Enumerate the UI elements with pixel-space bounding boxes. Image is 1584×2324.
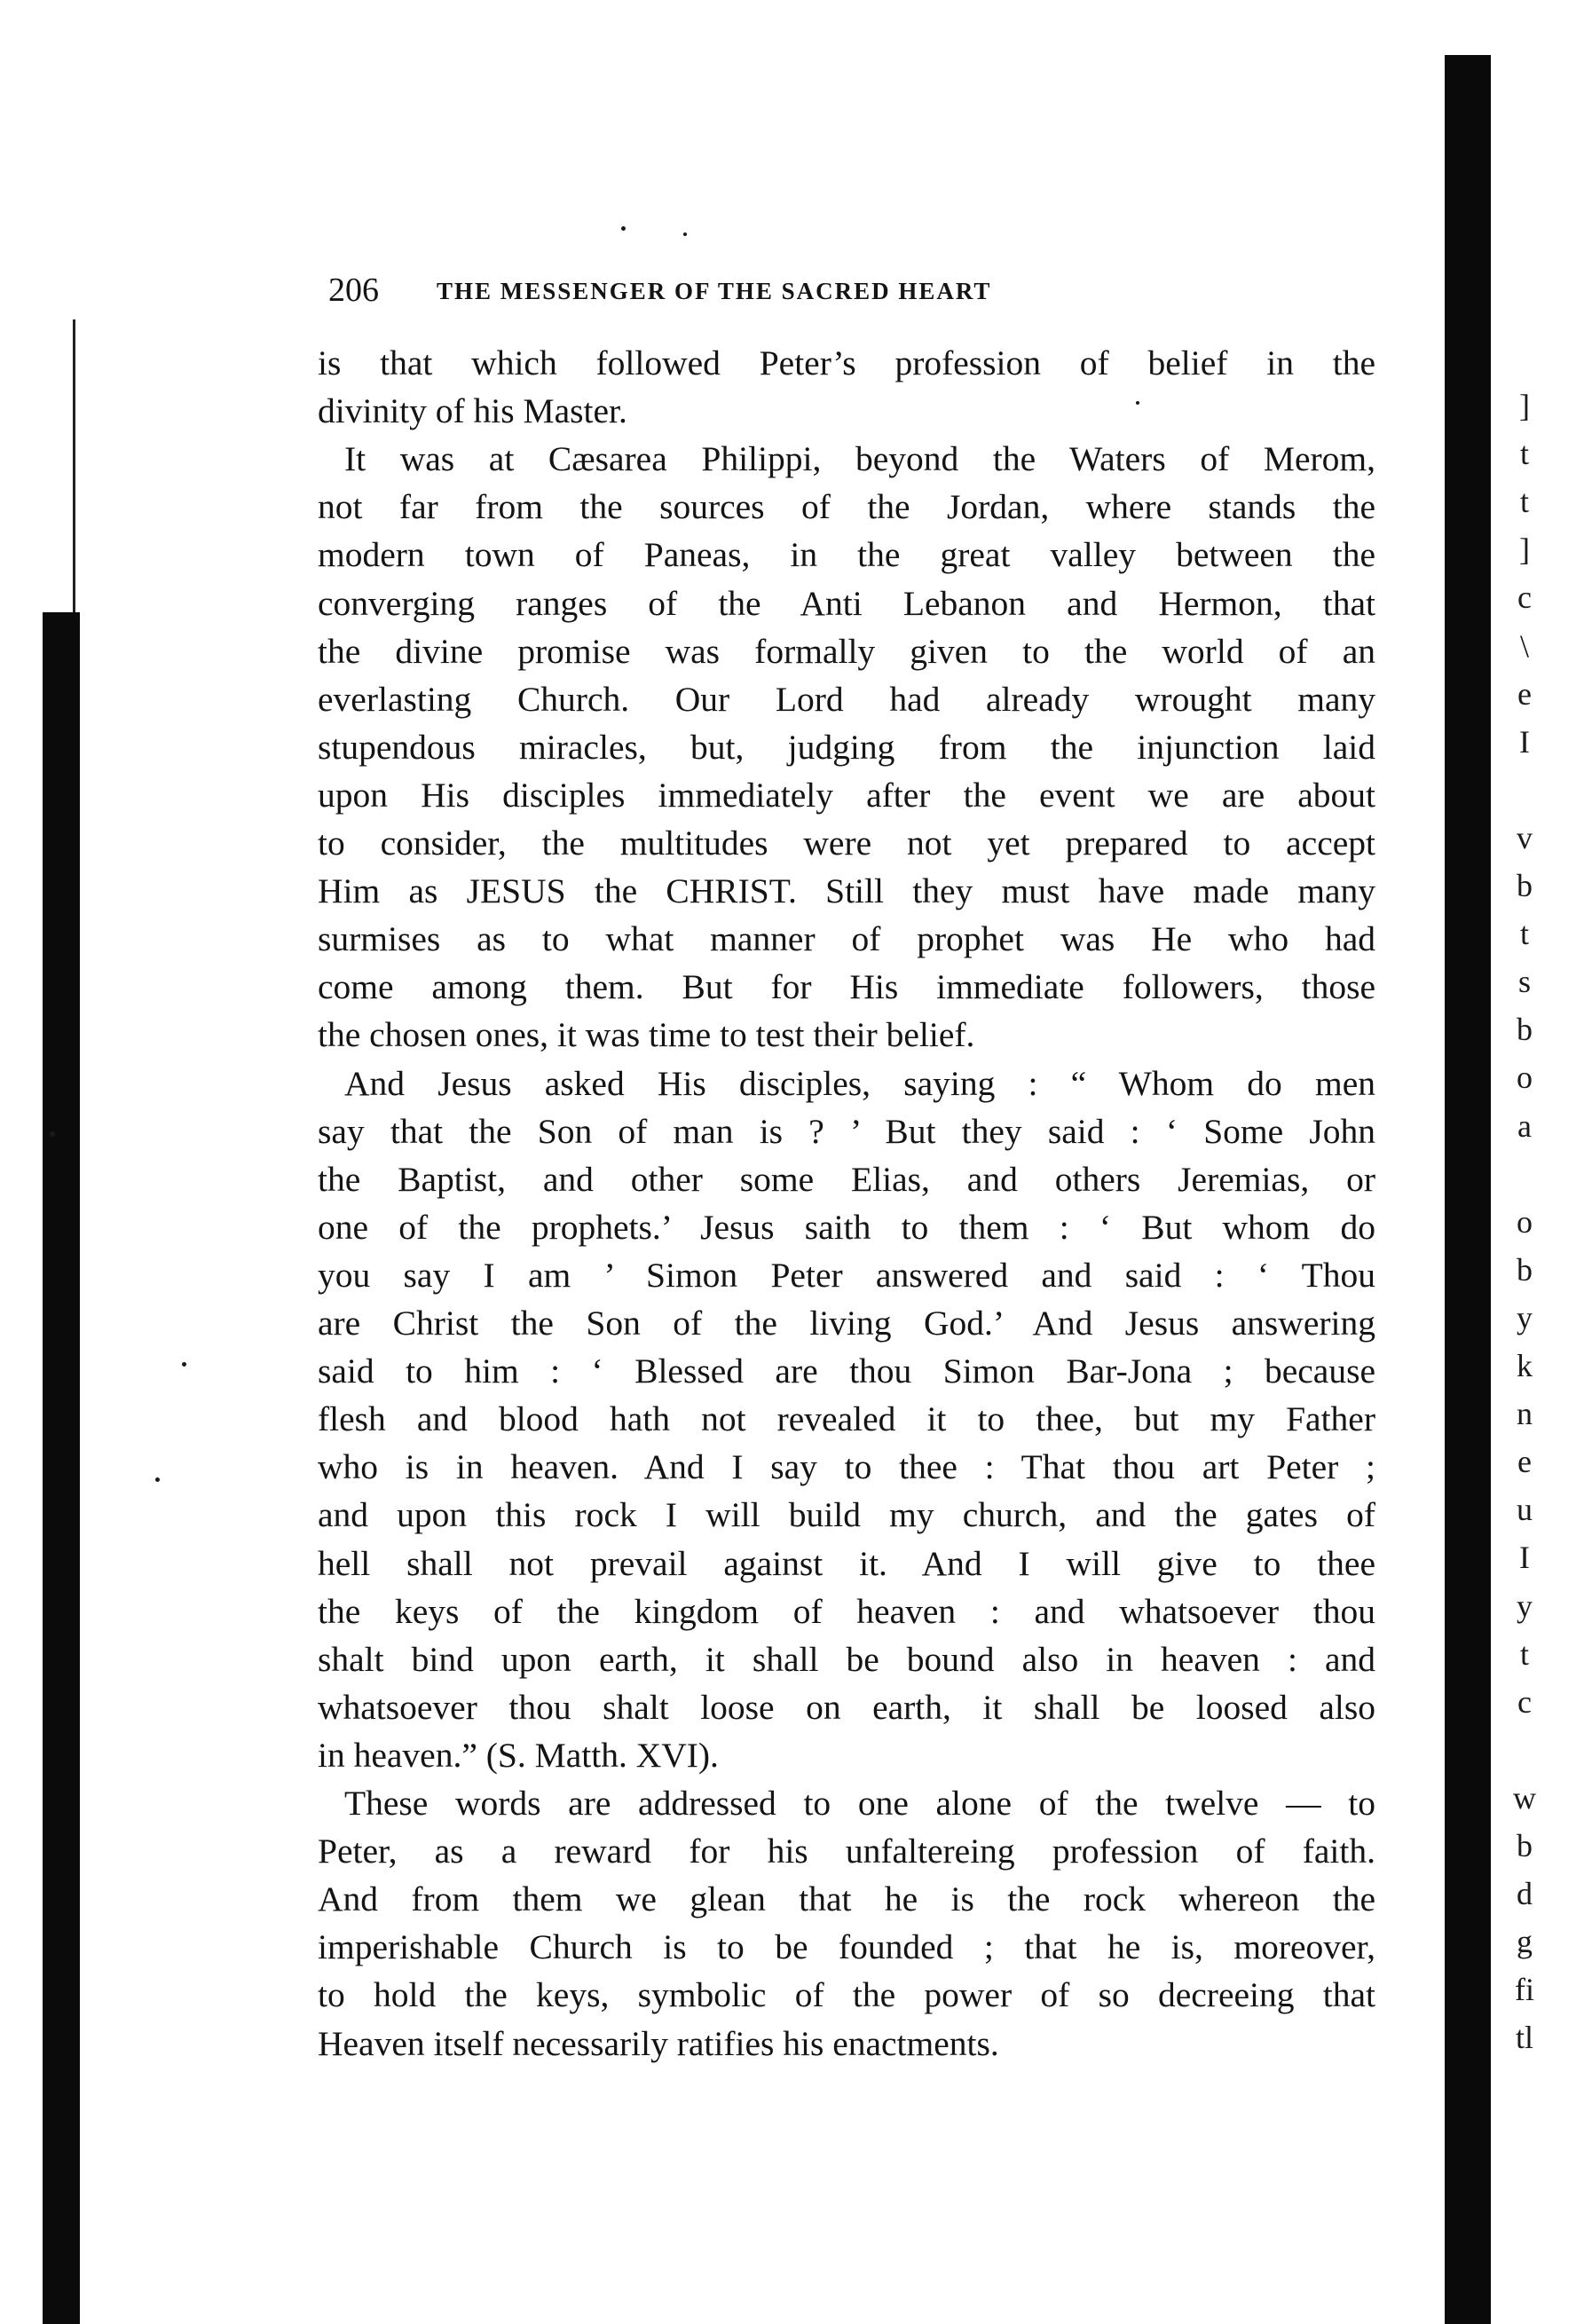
text-line: one of the prophets.’ Jesus saith to them : ‘ But whom do [318,1207,1375,1247]
text-line: It was at Cæsarea Philippi, beyond the Waters of Merom, [344,439,1375,479]
facing-page-letter: b [1517,1828,1533,1863]
facing-page-letter: u [1517,1492,1533,1528]
facing-page-letter: t [1519,484,1529,520]
facing-page-letter: b [1517,1251,1533,1288]
text-line: not far from the sources of the Jordan, where stands the [318,487,1375,527]
running-head [328,268,1207,312]
facing-page-bleed [1498,382,1551,2085]
running-title: THE MESSENGER OF THE SACRED HEART [437,278,992,304]
scan-left-shadow [43,612,80,2324]
book-binding-shadow [1445,55,1491,2324]
text-line: divinity of his Master. [318,391,627,431]
facing-page-letter: y [1517,1587,1533,1624]
facing-page-letter: ] [1519,388,1530,423]
facing-page-letter: a [1517,1107,1532,1144]
facing-page-letter: c [1517,1683,1532,1720]
facing-page-letter: e [1517,1444,1532,1480]
text-line: upon His disciples immediately after the event we are about [318,775,1375,815]
text-line: stupendous miracles, but, judging from the injunction laid [318,727,1375,767]
text-line: come among them. But for His immediate followers, those [318,967,1375,1007]
facing-page-letter: n [1517,1396,1533,1432]
text-line: are Christ the Son of the living God.’ And Jesus answering [318,1304,1375,1343]
facing-page-letter: d [1517,1876,1533,1912]
facing-page-letter [1498,766,1551,814]
text-line: modern town of Paneas, in the great valley between the [318,535,1375,575]
text-line: And from them we glean that he is the rock whereon the [318,1879,1375,1919]
facing-page-letter: e [1517,675,1532,712]
text-line: Him as JESUS the CHRIST. Still they must have made many [318,871,1375,911]
text-line: the Baptist, and other some Elias, and others Jeremias, or [318,1159,1375,1199]
text-line: the divine promise was formally given to the world of an [318,631,1375,671]
text-line: to consider, the multitudes were not yet prepared to accept [318,823,1375,863]
text-line: Peter, as a reward for his unfaltereing profession of faith. [318,1832,1375,1871]
scan-speck [621,226,626,231]
facing-page-letter: g [1517,1924,1533,1960]
facing-page-letter: tl [1515,2020,1533,2056]
page-number: 206 [328,272,379,309]
facing-page-letter: o [1517,1203,1533,1240]
scan-speck [155,1477,160,1482]
facing-page-letter: w [1513,1779,1536,1816]
facing-page-letter: I [1519,723,1530,760]
facing-page-letter: b [1517,1012,1533,1048]
text-line: the chosen ones, it was time to test their belief. [318,1015,975,1055]
text-line: And Jesus asked His disciples, saying : “ Whom do men [344,1063,1375,1103]
text-line: shalt bind upon earth, it shall be bound also in heaven : and [318,1639,1375,1679]
facing-page-letter: ] [1519,532,1530,568]
text-line: and upon this rock I will build my church, and the gates of [318,1495,1375,1535]
facing-page-letter: t [1519,436,1529,472]
text-line: surmises as to what manner of prophet was He who had [318,919,1375,959]
facing-page-letter: v [1517,819,1533,855]
text-line: imperishable Church is to be founded ; that he is, moreover, [318,1927,1375,1967]
scan-speck [50,1131,55,1137]
text-line: Heaven itself necessarily ratifies his enactments. [318,2023,999,2063]
text-line: is that which followed Peter’s profession of belief in the [318,343,1375,382]
facing-page-letter [1498,1150,1551,1198]
facing-page-letter: t [1519,916,1529,952]
text-line: said to him : ‘ Blessed are thou Simon Bar-Jona ; because [318,1351,1375,1391]
text-line: the keys of the kingdom of heaven : and whatsoever thou [318,1591,1375,1631]
facing-page-letter: s [1517,964,1531,1000]
scan-speck [182,1362,186,1367]
scan-speck [683,232,687,236]
facing-page-letter: fi [1515,1972,1534,2008]
facing-page-letter: b [1517,868,1533,903]
text-line: to hold the keys, symbolic of the power of so decreeing that [318,1975,1375,2015]
facing-page-letter: \ [1519,627,1529,664]
text-line: say that the Son of man is ? ’ But they said : ‘ Some John [318,1111,1375,1151]
scan-edge-line [73,319,75,621]
facing-page-letter: o [1517,1060,1533,1096]
facing-page-letter: I [1519,1540,1530,1576]
facing-page-letter: y [1517,1299,1533,1335]
text-line: everlasting Church. Our Lord had already wrought many [318,679,1375,719]
text-line: flesh and blood hath not revealed it to thee, but my Father [318,1399,1375,1439]
facing-page-letter: t [1519,1635,1529,1672]
text-line: whatsoever thou shalt loose on earth, it shall be loosed also [318,1687,1375,1727]
facing-page-letter [1498,1726,1551,1774]
body-text [318,339,1383,2078]
facing-page-letter: k [1517,1348,1533,1383]
text-line: you say I am ’ Simon Peter answered and said : ‘ Thou [318,1255,1375,1295]
facing-page-letter: c [1517,579,1532,616]
text-line: in heaven.” (S. Matth. XVI). [318,1735,719,1775]
text-line: converging ranges of the Anti Lebanon and Hermon, that [318,583,1375,623]
text-line: hell shall not prevail against it. And I will give to thee [318,1543,1375,1583]
text-line: who is in heaven. And I say to thee : That thou art Peter ; [318,1447,1375,1487]
text-line: These words are addressed to one alone of the twelve — to [344,1784,1375,1823]
